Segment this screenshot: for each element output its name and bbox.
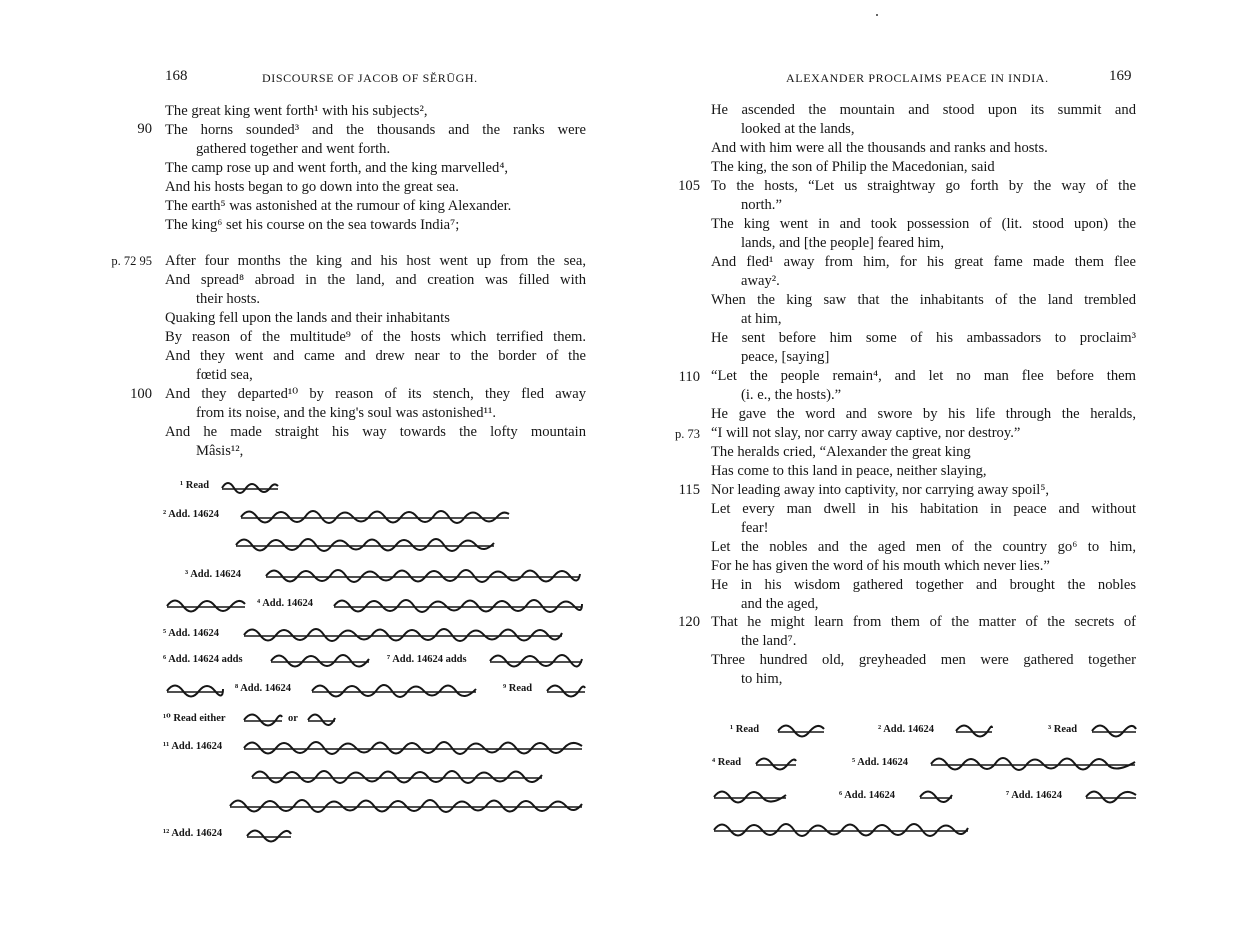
verse-line: And they went and came and drew near to the border of the [165, 348, 586, 364]
footnote-marker: ⁴ Read [712, 757, 742, 768]
footnote-marker: ⁸ Add. 14624 [235, 683, 291, 694]
syriac-text [774, 716, 828, 738]
footnote-marker: ⁴ Add. 14624 [257, 598, 313, 609]
verse-line: Quaking fell upon the lands and their inhabitants [165, 310, 450, 326]
right-page [624, 0, 1248, 952]
verse-line: The king⁶ set his course on the sea towards India⁷; [165, 217, 460, 233]
verse-line-cont: gathered together and went forth. [196, 141, 391, 157]
syriac-text [240, 733, 586, 755]
verse-line: And spread⁸ abroad in the land, and creation was filled with [165, 272, 586, 288]
running-head: ALEXANDER PROCLAIMS PEACE IN INDIA. [786, 71, 1049, 85]
line-number: 120 [678, 614, 700, 630]
verse-line-cont: north.” [741, 197, 782, 213]
line-number: 115 [678, 482, 700, 498]
verse-line-cont: Mâsis¹², [196, 443, 244, 459]
syriac-text [952, 716, 996, 738]
line-number: 100 [130, 386, 152, 402]
syriac-text [1082, 782, 1140, 804]
line-number: 105 [678, 178, 700, 194]
syriac-text [710, 815, 972, 837]
footnote-marker: ² Add. 14624 [878, 724, 934, 735]
verse-line: The great king went forth¹ with his subjects², [165, 103, 428, 119]
verse-line-cont: away². [741, 273, 780, 289]
syriac-text [308, 676, 480, 698]
verse-line: And with him were all the thousands and ranks and hosts. [711, 140, 1048, 156]
syriac-text [220, 474, 280, 496]
verse-line: The camp rose up and went forth, and the king marvelled⁴, [165, 160, 509, 176]
verse-line: To the hosts, “Let us straightway go forth by the way of the [711, 178, 1136, 194]
verse-line: Let every man dwell in his habitation in peace and without [711, 501, 1136, 517]
footnote-or: or [288, 713, 298, 724]
verse-line: And fled¹ away from him, for his great fame made them flee [711, 254, 1136, 270]
syriac-text [927, 749, 1139, 771]
footnote-marker: ⁶ Add. 14624 adds [163, 654, 243, 665]
verse-line: He gave the word and swore by his life through the heralds, [711, 406, 1136, 422]
syriac-text [248, 762, 546, 784]
page-reference: p. 72 95 [111, 254, 152, 268]
verse-line-cont: and the aged, [741, 596, 819, 612]
verse-line-cont: fœtid sea, [196, 367, 253, 383]
verse-line-cont: the land⁷. [741, 633, 797, 649]
footnote-marker: ⁵ Add. 14624 [852, 757, 908, 768]
syriac-text [486, 646, 586, 668]
verse-line: For he has given the word of his mouth which never lies.” [711, 558, 1050, 574]
syriac-text [330, 591, 586, 613]
verse-line-cont: (i. e., the hosts).” [741, 387, 842, 403]
footnote-marker: ⁹ Read [503, 683, 533, 694]
syriac-text [240, 705, 286, 727]
verse-line-cont: their hosts. [196, 291, 261, 307]
print-speck [876, 14, 878, 16]
footnote-marker: ⁶ Add. 14624 [839, 790, 895, 801]
verse-line: “Let the people remain⁴, and let no man flee before them [711, 368, 1136, 384]
verse-line: He ascended the mountain and stood upon its summit and [711, 102, 1136, 118]
syriac-text [240, 620, 566, 642]
footnote-marker: ¹¹ Add. 14624 [163, 741, 223, 752]
syriac-text [752, 749, 800, 771]
verse-line-cont: at him, [741, 311, 782, 327]
verse-line-cont: looked at the lands, [741, 121, 855, 137]
verse-line: He sent before him some of his ambassadors to proclaim³ [711, 330, 1136, 346]
footnote-marker: ⁷ Add. 14624 [1006, 790, 1062, 801]
verse-line: The earth⁵ was astonished at the rumour of king Alexander. [165, 198, 512, 214]
verse-line: When the king saw that the inhabitants of the land trembled [711, 292, 1136, 308]
footnote-marker: ¹ Read [730, 724, 760, 735]
footnote-marker: ⁵ Add. 14624 [163, 628, 219, 639]
verse-line-cont: peace, [saying] [741, 349, 830, 365]
verse-line: After four months the king and his host went up from the sea, [165, 253, 586, 269]
syriac-text [163, 676, 227, 698]
footnote-marker: ² Add. 14624 [163, 509, 219, 520]
page-number: 168 [165, 68, 188, 84]
syriac-text [267, 646, 373, 668]
footnote-marker: ¹² Add. 14624 [163, 828, 223, 839]
verse-line: The heralds cried, “Alexander the great king [711, 444, 971, 460]
verse-line: The horns sounded³ and the thousands and the ranks were [165, 122, 586, 138]
verse-line: By reason of the multitude⁹ of the hosts which terrified them. [165, 329, 586, 345]
syriac-text [243, 821, 295, 843]
verse-line-cont: from its noise, and the king's soul was astonished¹¹. [196, 405, 496, 421]
verse-line: That he might learn from them of the matter of the secrets of [711, 614, 1136, 630]
page-number: 169 [1109, 68, 1132, 84]
verse-line: The king went in and took possession of (lit. stood upon) the [711, 216, 1136, 232]
verse-line: Nor leading away into captivity, nor carrying away spoil⁵, [711, 482, 1050, 498]
verse-line: “I will not slay, nor carry away captive, nor destroy.” [711, 425, 1021, 441]
syriac-text [163, 591, 249, 613]
syriac-text [262, 561, 584, 583]
running-head: DISCOURSE OF JACOB OF SĔRŪGH. [262, 71, 478, 85]
line-number: 110 [678, 369, 700, 385]
page-reference: p. 73 [675, 427, 700, 441]
syriac-text [305, 705, 339, 727]
verse-line: And his hosts began to go down into the great sea. [165, 179, 459, 195]
verse-line: Let the nobles and the aged men of the country go⁶ to him, [711, 539, 1136, 555]
footnote-marker: ¹ Read [180, 480, 210, 491]
footnote-marker: ³ Add. 14624 [185, 569, 241, 580]
line-number: 90 [137, 121, 152, 137]
verse-line: He in his wisdom gathered together and brought the nobles [711, 577, 1136, 593]
footnote-marker: ¹⁰ Read either [163, 713, 226, 724]
syriac-text [710, 782, 790, 804]
verse-line: The king, the son of Philip the Macedonian, said [711, 159, 995, 175]
syriac-text [232, 530, 498, 552]
footnote-marker: ⁷ Add. 14624 adds [387, 654, 467, 665]
verse-line: Has come to this land in peace, neither slaying, [711, 463, 987, 479]
footnote-marker: ³ Read [1048, 724, 1078, 735]
syriac-text [543, 676, 589, 698]
syriac-text [1088, 716, 1140, 738]
syriac-text [226, 791, 586, 813]
verse-line: And they departed¹⁰ by reason of its stench, they fled away [165, 386, 586, 402]
syriac-text [916, 782, 956, 804]
verse-line: Three hundred old, greyheaded men were gathered together [711, 652, 1136, 668]
verse-line-cont: lands, and [the people] feared him, [741, 235, 945, 251]
verse-line-cont: fear! [741, 520, 769, 536]
verse-line-cont: to him, [741, 671, 783, 687]
syriac-text [237, 502, 511, 524]
verse-line: And he made straight his way towards the lofty mountain [165, 424, 586, 440]
